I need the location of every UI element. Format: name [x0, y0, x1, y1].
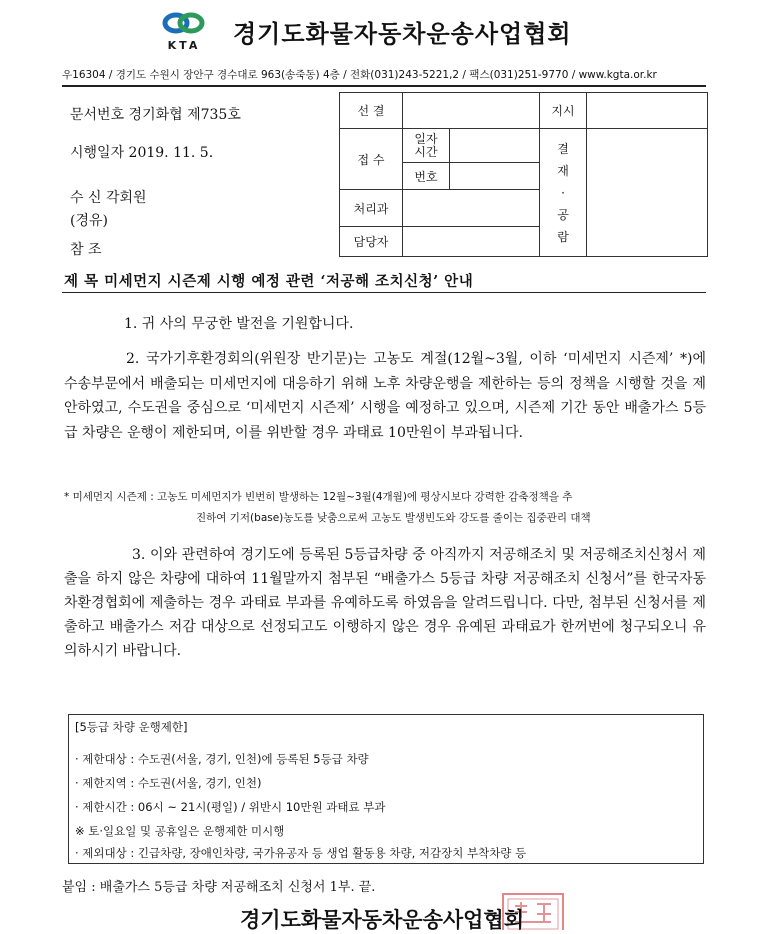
reference: 참 조 — [70, 242, 102, 258]
box-line-holiday: ※ 토·일요일 및 공휴일은 운행제한 미시행 — [75, 824, 285, 838]
logo-text: KTA — [167, 39, 201, 52]
paragraph-2: 2. 국가기후환경회의(위원장 반기문)는 고농도 계절(12월~3월, 이하 ‘미세먼지 시즌제’ *)에 수송부문에서 배출되는 미세먼지에 대응하기 위해 노후 차량운행을 제한하는 등의 정책을 시행할 것을 제안하였고, 수도권을 중심으로 ‘미세먼지 시즌제’ 시행을 예정하고 있으며, 시즌제 기간 동안 배출가스 5등급 차량은 운행이 제한되며, 이를 위반할 경우 과태료 10만원이 부과됩니다. — [64, 351, 706, 441]
kta-logo-icon — [158, 8, 210, 52]
doc-date: 시행일자 2019. 11. 5. — [70, 145, 214, 161]
footnote-line-1: * 미세먼지 시즌제 : 고농도 미세먼지가 빈번히 발생하는 12월~3월(4개월)에 평상시보다 강력한 감축정책을 추 — [64, 491, 573, 503]
cell-jisi-value — [587, 93, 708, 129]
cell-jeopsu: 접 수 — [340, 129, 403, 190]
gyeoljae-char-3: · — [561, 185, 565, 200]
paragraph-3: 3. 이와 관련하여 경기도에 등록된 5등급차량 중 아직까지 저공해조치 및 저공해조치신청서 제출을 하지 않은 차량에 대하여 11월말까지 첨부된 “배출가스 5등급 차량 저공해조치 신청서”를 한국자동차환경협회에 제출하는 경우 과태료 부과를 유예하도록 하였음을 알려드립니다. 다만, 첨부된 신청서를 제출하고 배출가스 저감 대상으로 선정되고도 이행하지 않은 경우 유예된 과태료가 한꺼번에 청구되오니 유의하시기 바랍니다. — [64, 547, 706, 659]
box-line-exempt: · 제외대상 : 긴급차량, 장애인차량, 국가유공자 등 생업 활동용 차량, 저감장치 부착차량 등 — [75, 846, 527, 860]
subject-divider — [62, 292, 706, 293]
cell-beonho: 번호 — [403, 163, 450, 190]
restriction-info-box — [68, 714, 704, 864]
footer-org-name: 경기도화물자동차운송사업협회 — [240, 908, 525, 932]
doc-number: 문서번호 경기화협 제735호 — [70, 107, 241, 123]
enclosure: 붙임 : 배출가스 5등급 차량 저공해조치 신청서 1부. 끝. — [62, 880, 376, 895]
gyeoljae-char-4: 공 — [557, 207, 569, 222]
cell-damdangja-value — [403, 227, 540, 257]
cell-gyeoljae — [540, 129, 587, 257]
via: (경유) — [70, 213, 108, 229]
cell-damdangja: 담당자 — [340, 227, 403, 257]
subject: 제 목 미세먼지 시즌제 시행 예정 관련 ‘저공해 조치신청’ 안내 — [64, 273, 474, 290]
org-title: 경기도화물자동차운송사업협회 — [233, 20, 572, 48]
box-line-time: · 제한시간 : 06시 ~ 21시(평일) / 위반시 10만원 과태료 부과 — [75, 800, 386, 814]
gyeoljae-char-2: 재 — [557, 163, 569, 178]
box-line-region: · 제한지역 : 수도권(서울, 경기, 인천) — [75, 776, 262, 790]
cell-cheorigwa: 처리과 — [340, 190, 403, 227]
cell-ilja-sigan — [403, 129, 450, 163]
cell-seongyeol: 선 결 — [340, 93, 403, 129]
paragraph-1: 1. 귀 사의 무궁한 발전을 기원합니다. — [124, 316, 354, 332]
box-line-target: · 제한대상 : 수도권(서울, 경기, 인천)에 등록된 5등급 차량 — [75, 752, 369, 766]
cell-cheorigwa-value — [403, 190, 540, 227]
cell-beonho-value — [450, 163, 540, 190]
kta-logo — [158, 8, 210, 52]
label-sigan: 시간 — [414, 144, 438, 159]
recipient: 수 신 각회원 — [70, 190, 147, 206]
gyeoljae-char-1: 결 — [557, 141, 569, 156]
cell-jisi: 지시 — [540, 93, 587, 129]
footnote-line-2: 진하여 기저(base)농도를 낮춤으로써 고농도 발생빈도와 강도를 줄이는 집중관리 대책 — [196, 512, 591, 524]
gyeoljae-char-5: 람 — [557, 229, 569, 244]
approval-table — [339, 92, 708, 257]
cell-gyeoljae-value — [587, 129, 708, 257]
cell-seongyeol-value — [403, 93, 540, 129]
box-title: [5등급 차량 운행제한] — [75, 720, 188, 734]
label-ilja: 일자 — [414, 131, 438, 146]
address-line: 우16304 / 경기도 수원시 장안구 경수대로 963(송죽동) 4층 / 전화(031)243-5221,2 / 팩스(031)251-9770 / www.kgta.or.kr — [62, 67, 706, 87]
cell-ilja-value — [450, 129, 540, 163]
